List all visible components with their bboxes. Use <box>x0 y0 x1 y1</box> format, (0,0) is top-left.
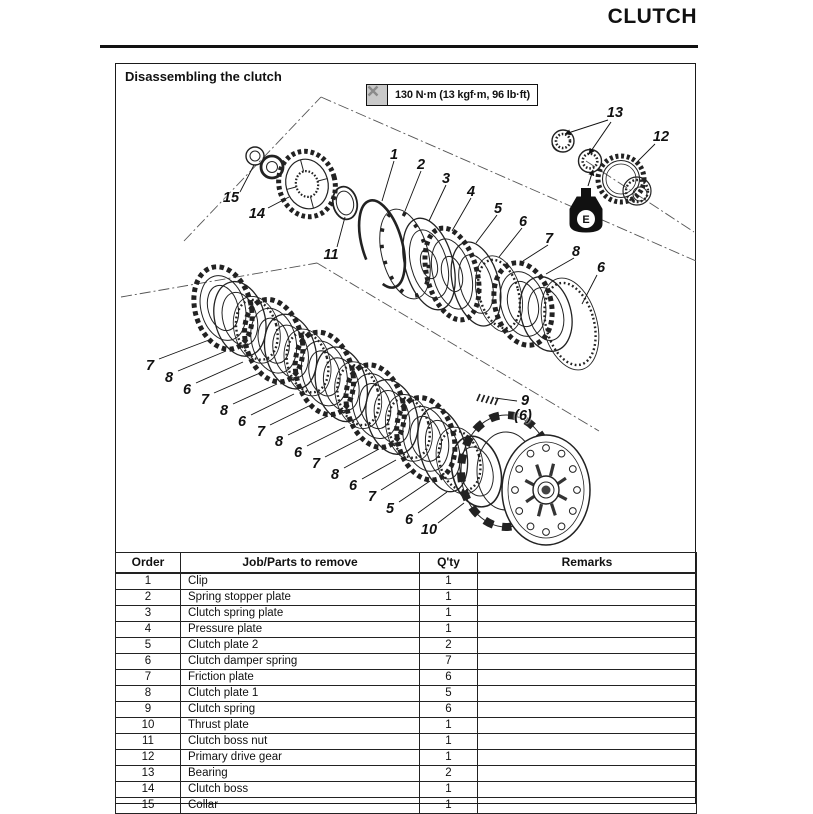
qty-cell: 1 <box>420 734 478 750</box>
table-header-row <box>116 553 697 574</box>
callout-label: 15 <box>222 190 240 206</box>
table-row <box>116 654 697 670</box>
callout-label: 6 <box>596 260 606 276</box>
primary-drive-gear-part <box>598 156 651 205</box>
callout-label: 10 <box>420 522 438 538</box>
table-row <box>116 766 697 782</box>
qty-cell: 5 <box>420 686 478 702</box>
job-cell: Friction plate <box>181 670 420 686</box>
job-cell: Clutch plate 1 <box>181 686 420 702</box>
callout-label: 3 <box>441 171 451 187</box>
callout-label: 8 <box>274 434 284 450</box>
header-rule <box>100 45 698 48</box>
table-row <box>116 798 697 814</box>
job-cell: Thrust plate <box>181 718 420 734</box>
job-cell: Clip <box>181 573 420 590</box>
remarks-cell <box>478 654 697 670</box>
qty-cell: 1 <box>420 798 478 814</box>
column-header-remarks: Remarks <box>478 553 697 574</box>
table-row <box>116 702 697 718</box>
remarks-cell <box>478 686 697 702</box>
remarks-cell <box>478 766 697 782</box>
callout-label: 5 <box>385 501 395 517</box>
qty-cell: 1 <box>420 606 478 622</box>
callout-label: 6 <box>237 414 247 430</box>
order-cell: 3 <box>116 606 181 622</box>
table-row <box>116 718 697 734</box>
order-cell: 6 <box>116 654 181 670</box>
qty-cell: 1 <box>420 590 478 606</box>
table-row <box>116 590 697 606</box>
torque-spec-text: 130 N·m (13 kgf·m, 96 lb·ft) <box>395 89 530 101</box>
job-cell: Pressure plate <box>181 622 420 638</box>
job-cell: Spring stopper plate <box>181 590 420 606</box>
callout-label: 1 <box>389 147 399 163</box>
callout-label: 11 <box>323 247 339 263</box>
order-cell: 13 <box>116 766 181 782</box>
qty-cell: 1 <box>420 750 478 766</box>
order-cell: 15 <box>116 798 181 814</box>
callout-label: 14 <box>248 206 266 222</box>
job-cell: Clutch damper spring <box>181 654 420 670</box>
qty-cell: 6 <box>420 702 478 718</box>
job-cell: Clutch plate 2 <box>181 638 420 654</box>
callout-label: 8 <box>219 403 229 419</box>
table-row <box>116 734 697 750</box>
callout-label: 9 <box>520 393 530 409</box>
qty-cell: 1 <box>420 782 478 798</box>
table-row <box>116 750 697 766</box>
clutch-exploded-diagram <box>116 64 695 552</box>
callout-label: 7 <box>311 456 321 472</box>
page-title: CLUTCH <box>607 5 697 28</box>
callout-label: 12 <box>652 129 670 145</box>
wrench-icon <box>367 85 388 105</box>
torque-spec-callout <box>366 84 538 106</box>
job-cell: Clutch spring <box>181 702 420 718</box>
parts-table <box>115 552 697 814</box>
callout-label: 8 <box>571 244 581 260</box>
callout-label: 6 <box>348 478 358 494</box>
callout-label: 7 <box>256 424 266 440</box>
column-header-job: Job/Parts to remove <box>181 553 420 574</box>
remarks-cell <box>478 798 697 814</box>
table-row <box>116 622 697 638</box>
callout-label: 6 <box>404 512 414 528</box>
qty-cell: 6 <box>420 670 478 686</box>
table-row <box>116 638 697 654</box>
remarks-cell <box>478 734 697 750</box>
callout-label: 7 <box>367 489 377 505</box>
callout-label: 8 <box>164 370 174 386</box>
job-cell: Collar <box>181 798 420 814</box>
qty-cell: 1 <box>420 622 478 638</box>
order-cell: 10 <box>116 718 181 734</box>
oil-bottle-icon <box>570 188 602 232</box>
callout-label: 5 <box>493 201 503 217</box>
qty-cell: 2 <box>420 638 478 654</box>
clutch-spring-part <box>477 394 498 405</box>
job-cell: Clutch boss <box>181 782 420 798</box>
callout-label: 7 <box>145 358 155 374</box>
table-row <box>116 670 697 686</box>
callout-label: 6 <box>518 214 528 230</box>
job-cell: Primary drive gear <box>181 750 420 766</box>
remarks-cell <box>478 702 697 718</box>
order-cell: 14 <box>116 782 181 798</box>
qty-cell: 7 <box>420 654 478 670</box>
remarks-cell <box>478 622 697 638</box>
table-row <box>116 686 697 702</box>
callout-label: (6) <box>514 408 532 424</box>
order-cell: 12 <box>116 750 181 766</box>
order-cell: 5 <box>116 638 181 654</box>
section-title: Disassembling the clutch <box>125 69 282 84</box>
clutch-boss-part <box>271 145 342 223</box>
callout-label: 7 <box>544 231 554 247</box>
callout-label: 4 <box>466 184 476 200</box>
column-header-order: Order <box>116 553 181 574</box>
job-cell: Bearing <box>181 766 420 782</box>
table-row <box>116 782 697 798</box>
remarks-cell <box>478 638 697 654</box>
qty-cell: 2 <box>420 766 478 782</box>
callout-label: 8 <box>330 467 340 483</box>
callout-label: 6 <box>182 382 192 398</box>
remarks-cell <box>478 750 697 766</box>
phantom-lines <box>121 97 696 431</box>
remarks-cell <box>478 782 697 798</box>
column-header-qty: Q'ty <box>420 553 478 574</box>
callout-label: 6 <box>293 445 303 461</box>
callout-label: 7 <box>200 392 210 408</box>
remarks-cell <box>478 670 697 686</box>
callout-label: 13 <box>606 105 624 121</box>
content-box <box>115 63 696 811</box>
remarks-cell <box>478 573 697 590</box>
job-cell: Clutch boss nut <box>181 734 420 750</box>
oil-mark-e: E <box>582 214 590 226</box>
callout-label: 2 <box>416 157 426 173</box>
qty-cell: 1 <box>420 573 478 590</box>
table-row <box>116 573 697 590</box>
order-cell: 1 <box>116 573 181 590</box>
remarks-cell <box>478 606 697 622</box>
clutch-housing-part <box>461 415 590 545</box>
diagram-drawing <box>116 64 696 552</box>
order-cell: 2 <box>116 590 181 606</box>
order-cell: 4 <box>116 622 181 638</box>
qty-cell: 1 <box>420 718 478 734</box>
order-cell: 7 <box>116 670 181 686</box>
remarks-cell <box>478 590 697 606</box>
remarks-cell <box>478 718 697 734</box>
table-row <box>116 606 697 622</box>
order-cell: 9 <box>116 702 181 718</box>
order-cell: 11 <box>116 734 181 750</box>
order-cell: 8 <box>116 686 181 702</box>
job-cell: Clutch spring plate <box>181 606 420 622</box>
